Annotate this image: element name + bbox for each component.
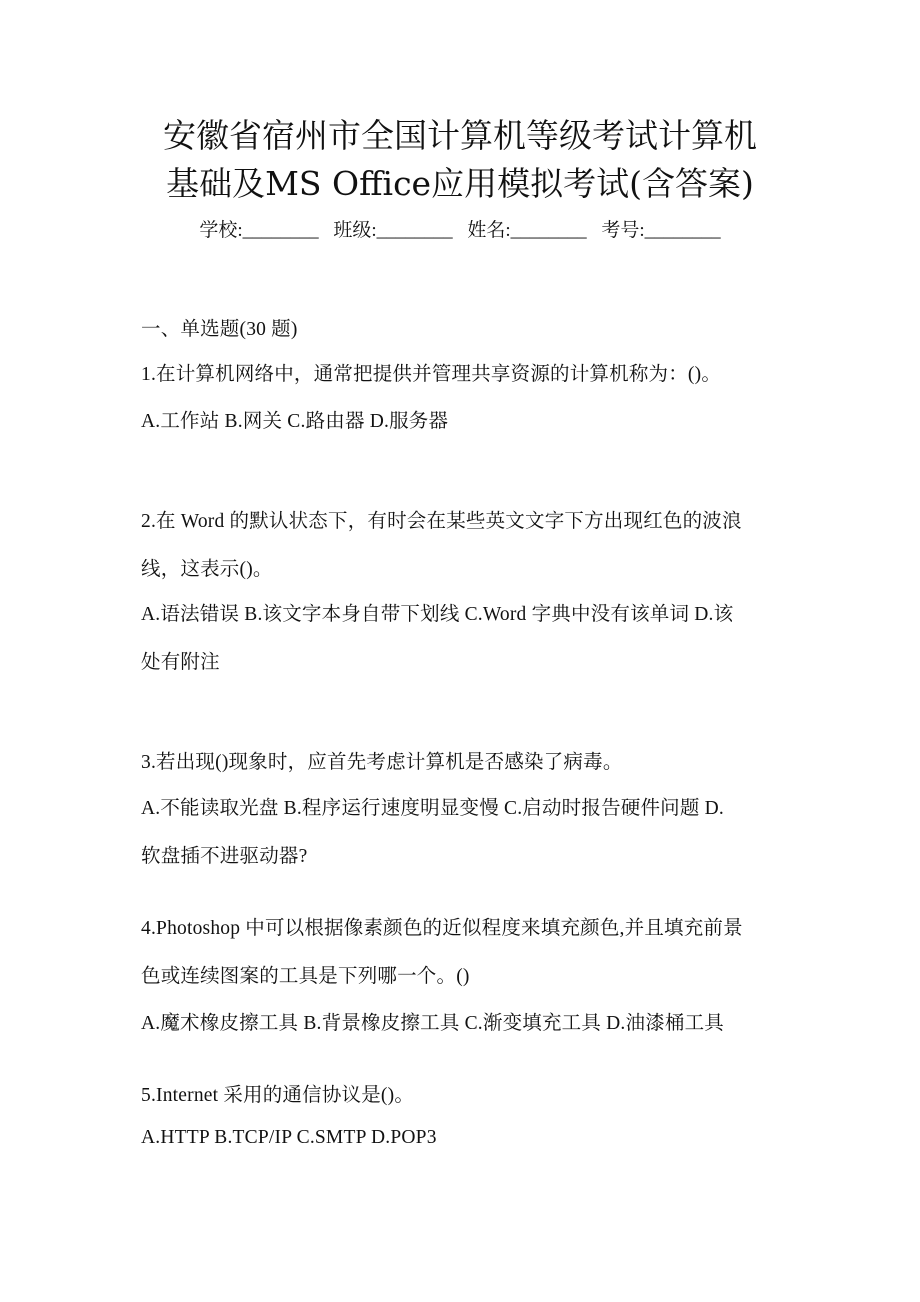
question-5-line-1: 5.Internet 采用的通信协议是()。: [141, 1085, 415, 1106]
question-4-line-1: 4.Photoshop 中可以根据像素颜色的近似程度来填充颜色,并且填充前景: [141, 918, 743, 939]
class-field: 班级:________: [333, 220, 453, 241]
question-3-options-line-1: A.不能读取光盘 B.程序运行速度明显变慢 C.启动时报告硬件问题 D.: [141, 798, 725, 819]
question-5-options-line-1: A.HTTP B.TCP/IP C.SMTP D.POP3: [141, 1127, 437, 1148]
question-4-line-2: 色或连续图案的工具是下列哪一个。(): [141, 966, 470, 987]
school-field: 学校:________: [199, 220, 319, 241]
document-title-line-1: 安徽省宿州市全国计算机等级考试计算机: [163, 116, 757, 155]
question-3-options-line-2: 软盘插不进驱动器?: [141, 846, 308, 867]
student-info-row: [60, 217, 860, 245]
question-2-options-line-2: 处有附注: [141, 652, 220, 673]
question-2-options-line-1: A.语法错误 B.该文字本身自带下划线 C.Word 字典中没有该单词 D.该: [141, 604, 734, 625]
document-title-line-2: 基础及MS Office应用模拟考试(含答案): [166, 164, 754, 203]
question-3-line-1: 3.若出现()现象时，应首先考虑计算机是否感染了病毒。: [141, 752, 623, 773]
question-1-options-line-1: A.工作站 B.网关 C.路由器 D.服务器: [141, 411, 449, 432]
question-4-options-line-1: A.魔术橡皮擦工具 B.背景橡皮擦工具 C.渐变填充工具 D.油漆桶工具: [141, 1013, 725, 1034]
section-heading: 一、单选题(30 题): [141, 319, 298, 340]
question-1-line-1: 1.在计算机网络中，通常把提供并管理共享资源的计算机称为：()。: [141, 364, 722, 385]
question-2-line-1: 2.在 Word 的默认状态下，有时会在某些英文文字下方出现红色的波浪: [141, 511, 742, 532]
name-field: 姓名:________: [467, 220, 587, 241]
number-field: 考号:________: [601, 220, 721, 241]
question-2-line-2: 线，这表示()。: [141, 559, 273, 580]
